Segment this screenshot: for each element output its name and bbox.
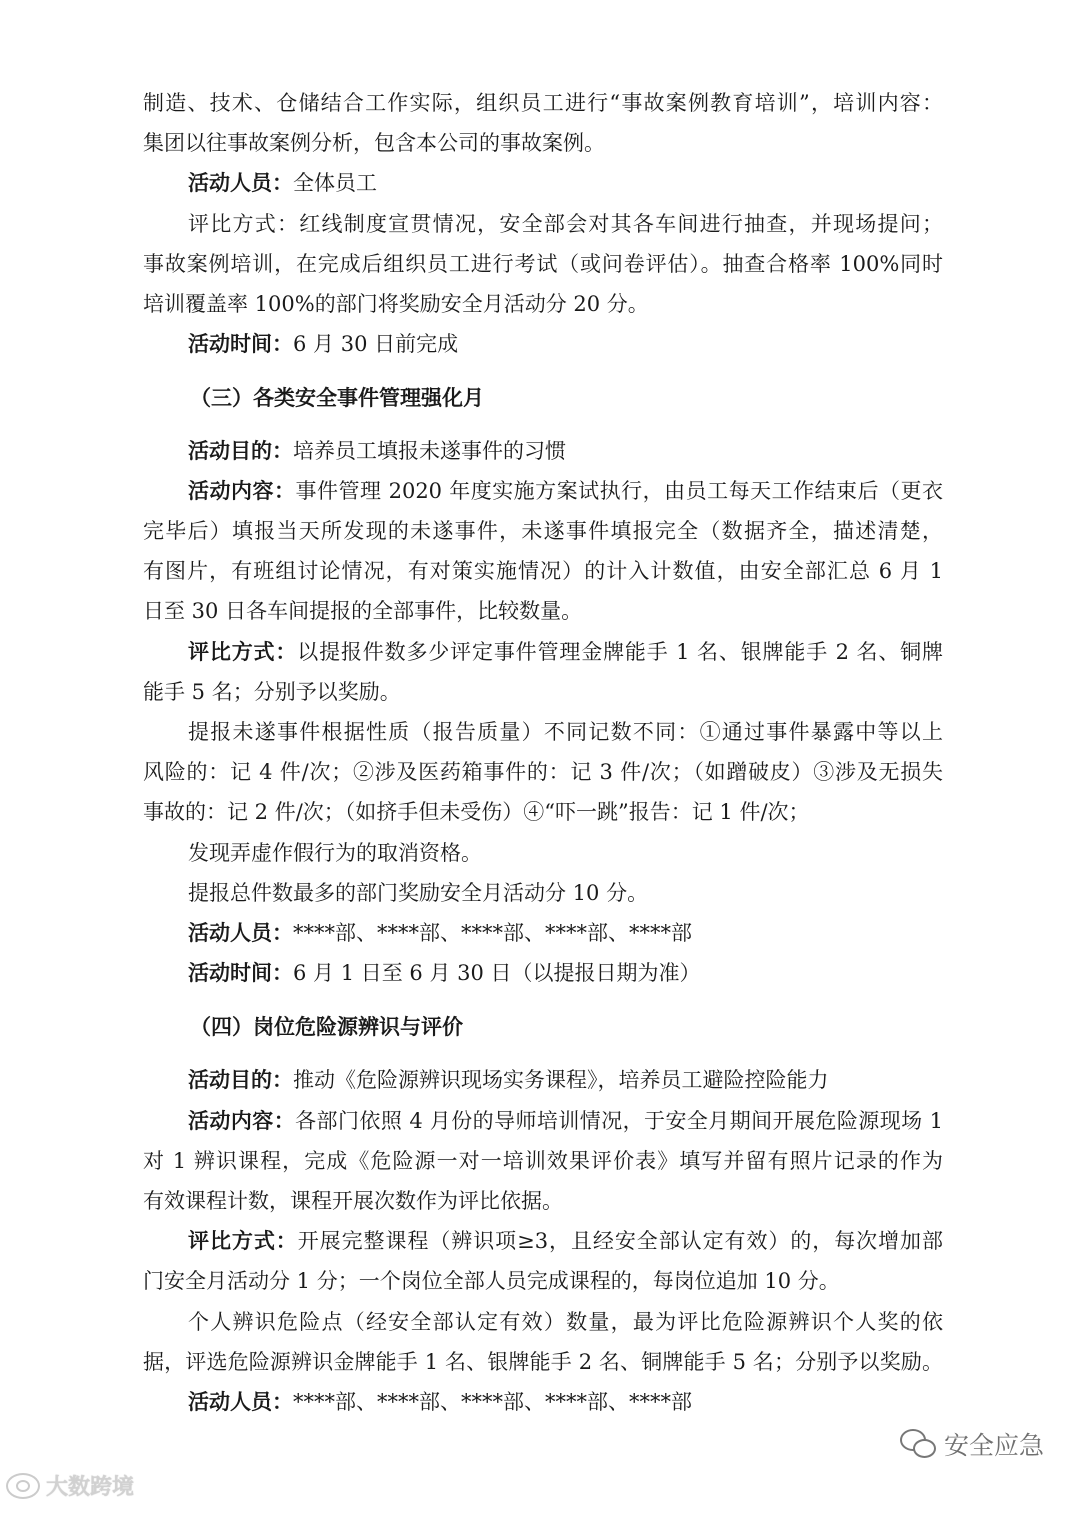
paragraph-line: 个人辨识危险点（经安全部认定有效）数量，最为评比危险源辨识个人奖的依	[188, 1310, 943, 1334]
paragraph-line: 事故案例培训，在完成后组织员工进行考试（或问卷评估）。抽查合格率 100%同时	[143, 252, 943, 276]
paragraph-line: 评比方式：红线制度宣贯情况，安全部会对其各车间进行抽查，并现场提问；	[188, 212, 943, 236]
paragraph-line: 对 1 辨识课程，完成《危险源一对一培训效果评价表》填写并留有照片记录的作为	[143, 1149, 943, 1173]
watermark-wechat	[900, 1426, 1044, 1462]
field-value: 6 月 30 日前完成	[293, 332, 459, 356]
field-label: 活动目的：	[188, 438, 293, 463]
field-value: 以提报件数多少评定事件管理金牌能手 1 名、银牌能手 2 名、铜牌	[297, 640, 944, 664]
field-value: 全体员工	[293, 171, 377, 195]
wechat-icon	[900, 1429, 936, 1459]
paragraph-line: 日至 30 日各车间提报的全部事件，比较数量。	[143, 599, 583, 623]
watermark-text: 大数跨境	[46, 1475, 135, 1500]
paragraph-line: 有效课程计数，课程开展次数作为评比依据。	[143, 1189, 563, 1213]
field-value: 开展完整课程（辨识项≥3，且经安全部认定有效）的，每次增加部	[297, 1229, 943, 1253]
paragraph-line: 发现弄虚作假行为的取消资格。	[188, 841, 482, 865]
paragraph-line: 完毕后）填报当天所发现的未遂事件，未遂事件填报完全（数据齐全，描述清楚，	[143, 519, 943, 543]
field-value: 6 月 1 日至 6 月 30 日（以提报日期为准）	[293, 961, 701, 985]
field-label: 活动时间：	[188, 331, 293, 356]
paragraph-line: 提报总件数最多的部门奖励安全月活动分 10 分。	[188, 881, 649, 905]
paragraph-line: 有图片，有班组讨论情况，有对策实施情况）的计入计数值，由安全部汇总 6 月 1	[143, 559, 943, 583]
field-label: 活动人员：	[188, 1389, 293, 1414]
paragraph-line: 培训覆盖率 100%的部门将奖励安全月活动分 20 分。	[143, 292, 649, 316]
field-activity-staff	[188, 1387, 988, 1417]
field-evaluation-method	[188, 1226, 943, 1256]
field-value: ****部、****部、****部、****部、****部	[293, 921, 692, 945]
field-label: 评比方式：	[188, 639, 298, 664]
field-evaluation-method	[188, 637, 943, 667]
paragraph-line: 能手 5 名；分别予以奖励。	[143, 680, 401, 704]
section-heading-4: （四）岗位危险源辨识与评价	[190, 1014, 463, 1039]
field-activity-content	[188, 1106, 943, 1136]
section-heading-3: （三）各类安全事件管理强化月	[190, 385, 484, 410]
watermark-weibo	[6, 1470, 134, 1501]
field-activity-purpose	[188, 1065, 988, 1095]
field-value: ****部、****部、****部、****部、****部	[293, 1390, 692, 1414]
field-activity-staff	[188, 918, 988, 948]
field-value: 事件管理 2020 年度实施方案试执行，由员工每天工作结束后（更衣	[295, 479, 944, 503]
paragraph-line: 据，评选危险源辨识金牌能手 1 名、银牌能手 2 名、铜牌能手 5 名；分别予以奖励。	[143, 1350, 943, 1374]
field-activity-time	[188, 329, 988, 359]
paragraph-line: 事故的：记 2 件/次；（如挤手但未受伤）④“吓一跳”报告：记 1 件/次；	[143, 800, 810, 824]
field-activity-staff	[188, 168, 988, 198]
paragraph-line: 风险的：记 4 件/次；②涉及医药箱事件的：记 3 件/次；（如蹭破皮）③涉及无损失	[143, 760, 943, 784]
field-label: 活动人员：	[188, 920, 293, 945]
field-label: 评比方式：	[188, 1228, 298, 1253]
paragraph-line: 门安全月活动分 1 分；一个岗位全部人员完成课程的，每岗位追加 10 分。	[143, 1269, 840, 1293]
paragraph-line: 集团以往事故案例分析，包含本公司的事故案例。	[143, 131, 605, 155]
weibo-logo-icon	[6, 1473, 40, 1499]
field-label: 活动人员：	[188, 170, 293, 195]
field-label: 活动内容：	[188, 478, 296, 503]
field-label: 活动时间：	[188, 960, 293, 985]
field-activity-purpose	[188, 436, 988, 466]
paragraph-line: 提报未遂事件根据性质（报告质量）不同记数不同：①通过事件暴露中等以上	[188, 720, 943, 744]
field-activity-content	[188, 476, 943, 506]
paragraph-line: 制造、技术、仓储结合工作实际，组织员工进行“事故案例教育培训”，培训内容：	[143, 91, 943, 115]
watermark-text: 安全应急	[944, 1431, 1045, 1460]
field-value: 推动《危险源辨识现场实务课程》，培养员工避险控险能力	[293, 1068, 829, 1092]
field-label: 活动内容：	[188, 1108, 296, 1133]
field-activity-time	[188, 958, 988, 988]
field-value: 培养员工填报未遂事件的习惯	[293, 439, 566, 463]
field-label: 活动目的：	[188, 1067, 293, 1092]
field-value: 各部门依照 4 月份的导师培训情况，于安全月期间开展危险源现场 1	[295, 1109, 944, 1133]
